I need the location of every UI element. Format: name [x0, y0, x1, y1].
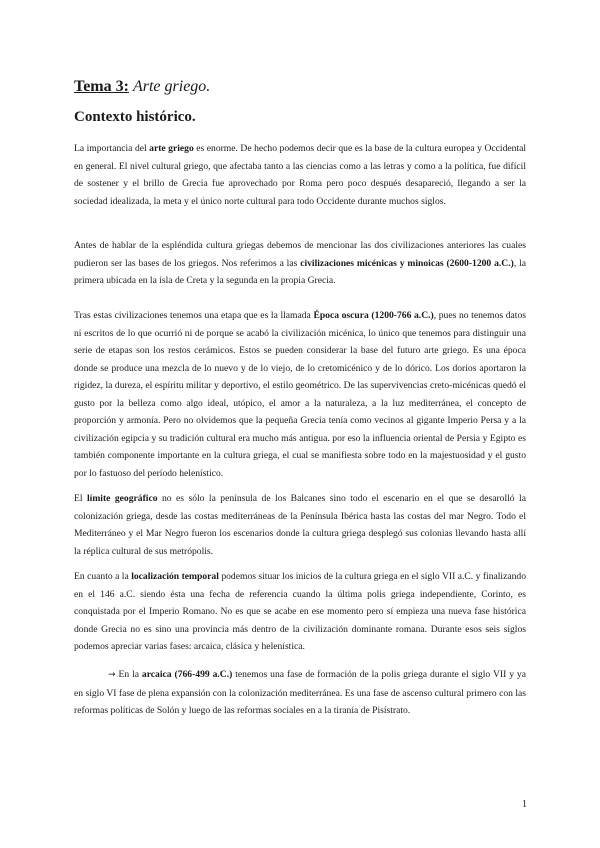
title-subtitle: Arte griego.: [132, 78, 211, 95]
bold-term: arte griego: [149, 143, 194, 154]
paragraph-importance: [74, 140, 526, 210]
paragraph-text: En la: [115, 669, 142, 680]
paragraph-text: tenemos una fase de formación de la polis griega durante el siglo VII y ya en siglo VI fase de plena expansión con la colonización mediterránea. Es una fase de ascenso cultural primero con las reformas políticas de Solón y luego de las reformas sociales en a la tiranía de Pisístrato.: [74, 669, 526, 716]
paragraph-text: La importancia del: [74, 143, 150, 154]
paragraph-text: Antes de hablar de la espléndida cultura griegas debemos de mencionar las dos civilizaciones anteriores las cuales pudieron ser las bases de los griegos. Nos referimos a las: [74, 240, 526, 269]
arrow-right-icon: →: [108, 670, 116, 680]
title-tema: Tema 3:: [74, 78, 129, 95]
bold-term: límite geográfico: [86, 493, 158, 504]
page-number: 1: [522, 799, 527, 810]
paragraph-text: , la primera ubicada en la isla de Creta y la segunda en la propia Grecia.: [74, 257, 526, 286]
section-heading: Contexto histórico.: [74, 109, 196, 125]
paragraph-text: no es sólo la península de los Balcanes sino todo el escenario en el que se desarolló la colonización griega, desde las costas mediterráneas de la Península Ibérica hasta las costas del mar Negro. Todo el Mediterráneo y el Mar Negro fueron los escenarios donde la cultura griega desplegó sus colonias llevando hasta allí la réplica cultural de sus metrópolis.: [74, 493, 526, 557]
paragraph-text: Tras estas civilizaciones tenemos una etapa que es la llamada: [74, 310, 314, 321]
bold-term: localización temporal: [131, 571, 219, 582]
document-title: [74, 78, 210, 96]
paragraph-dark-age: [74, 307, 526, 482]
paragraph-text: podemos situar los inicios de la cultura griega en el siglo VII a.C. y finalizando en el 146 a.C. siendo ésta una fecha de referencia cuando la última polis griega independiente, Corinto, es conquistada por el Imperio Romano. No es que se acabe en ese momento pero sí empieza una nueva fase histórica donde Grecia no es sino una provincia más dentro de la civilización dominante romana. Durante esos seis siglos podemos apreciar varias fases: arcaica, clásica y helenística.: [74, 571, 527, 652]
paragraph-archaic-phase: [74, 666, 526, 720]
paragraph-text: En cuanto a la: [74, 571, 132, 582]
bold-term: civilizaciones micénicas y minoicas (2600-1200 a.C.): [300, 257, 514, 269]
bold-term: Época oscura (1200-766 a.C.): [313, 310, 434, 321]
paragraph-text: es enorme. De hecho podemos decir que es la base de la cultura europea y Occidental en general. El nivel cultural griego, que afectaba tanto a las ciencias como a las letras y como a la política, fue difícil de sostener y el brillo de Grecia fue aprovechado por Roma pero poco después desapareció, llegando a ser la sociedad idealizada, la meta y el único norte cultural para todo Occidente durante muchos siglos.: [74, 143, 527, 207]
bold-term: arcaica (766-499 a.C.): [141, 669, 233, 680]
paragraph-geographic-limit: [74, 490, 526, 560]
paragraph-text: , pues no tenemos datos ni escritos de lo que ocurrió ni de porque se acabó la civilización micénica, lo único que tenemos para distinguir una serie de etapas son los restos cerámicos. Estos se pueden considerar la base del futuro arte griego. Es una época donde se produce una mezcla de lo nuevo y de lo viejo, de lo cretomicénico y de lo dórico. Los dorios aportaron la rigidez, la dureza, el espíritu militar y deportivo, el estilo geométrico. De las supervivencias creto-micénicas quedó el gusto por la belleza como algo ideal, utópico, el amor a la naturaleza, a la luz mediterránea, el concepto de proporción y armonía. Pero no olvidemos que la pequeña Grecia tenía como vecinos al gigante Imperio Persa y a la civilización egipcia y su tradición cultural era mucho más antigua. por eso la influencia oriental de Persia y Egipto es también componente importante en la cultura griega, el cual se manifiesta sobre todo en la majestuosidad y el gusto por lo fastuoso del período helenístico.: [74, 310, 526, 479]
paragraph-previous-civilizations: [74, 237, 526, 290]
paragraph-temporal-location: [74, 568, 526, 656]
paragraph-text: El: [74, 493, 87, 504]
